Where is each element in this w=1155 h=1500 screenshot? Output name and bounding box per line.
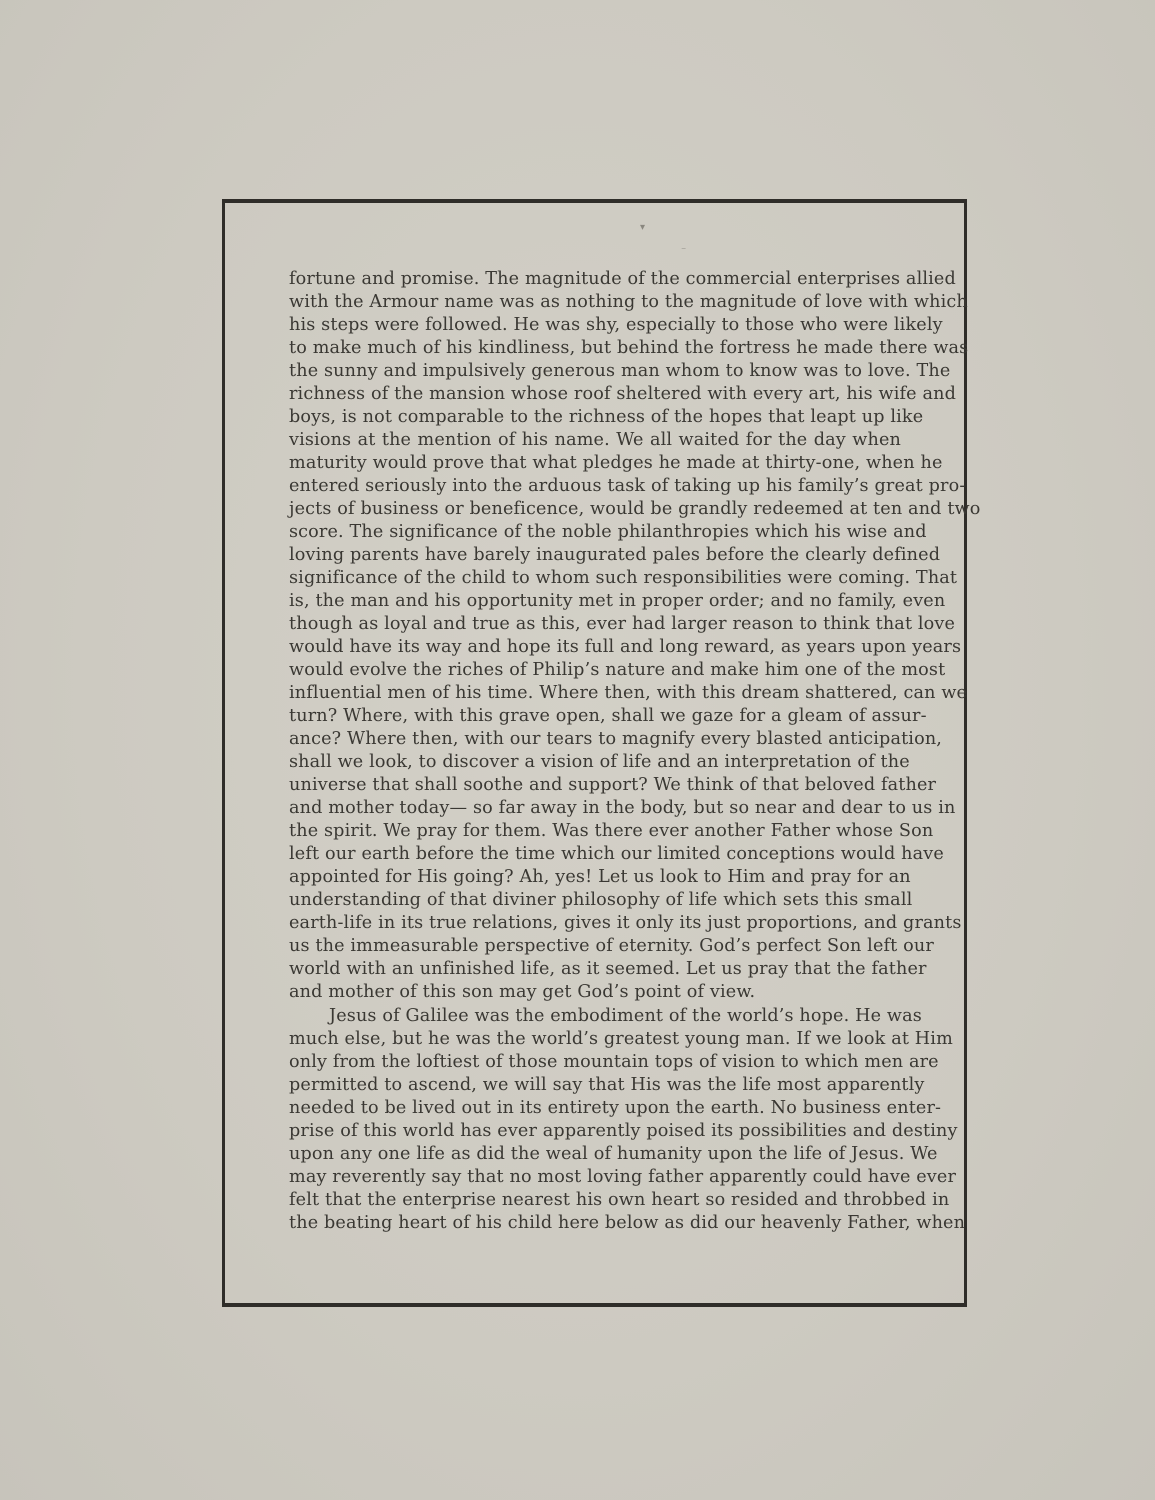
text-line: earth-life in its true relations, gives it only its just proportions, and grants	[289, 913, 962, 934]
text-line: may reverently say that no most loving father apparently could have ever	[289, 1166, 957, 1187]
text-line: only from the loftiest of those mountain tops of vision to which men are	[289, 1051, 939, 1072]
text-line: jects of business or beneficence, would be grandly redeemed at ten and two	[289, 499, 981, 520]
text-line: universe that shall soothe and support? We think of that beloved father	[289, 775, 937, 796]
text-line: richness of the mansion whose roof sheltered with every art, his wife and	[289, 384, 957, 405]
text-line: the beating heart of his child here below as did our heavenly Father, when	[289, 1212, 966, 1233]
text-line: significance of the child to whom such responsibilities were coming. That	[289, 568, 958, 589]
text-line: the sunny and impulsively generous man whom to know was to love. The	[289, 361, 951, 382]
text-line: appointed for His going? Ah, yes! Let us look to Him and pray for an	[289, 867, 911, 888]
text-line: would evolve the riches of Philip’s nature and make him one of the most	[289, 660, 946, 681]
text-line: understanding of that diviner philosophy of life which sets this small	[289, 890, 913, 911]
text-line: with the Armour name was as nothing to the magnitude of love with which	[289, 292, 968, 313]
text-line: his steps were followed. He was shy, especially to those who were likely	[289, 315, 943, 336]
text-line: though as loyal and true as this, ever had larger reason to think that love	[289, 614, 956, 635]
text-line: fortune and promise. The magnitude of the commercial enterprises allied	[289, 269, 956, 289]
text-line: world with an unfinished life, as it seemed. Let us pray that the father	[289, 959, 927, 980]
text-line: and mother of this son may get God’s point of view.	[289, 982, 756, 1003]
text-line: and mother today— so far away in the body, but so near and dear to us in	[289, 798, 956, 819]
text-line: shall we look, to discover a vision of life and an interpretation of the	[289, 752, 910, 773]
text-line: felt that the enterprise nearest his own heart so resided and throbbed in	[289, 1189, 950, 1210]
print-speck: ⁻	[681, 246, 687, 257]
text-line: boys, is not comparable to the richness of the hopes that leapt up like	[289, 407, 924, 428]
text-line: loving parents have barely inaugurated pales before the clearly defined	[289, 545, 941, 566]
text-line: to make much of his kindliness, but behind the fortress he made there was	[289, 338, 969, 359]
text-line: ance? Where then, with our tears to magnify every blasted anticipation,	[289, 729, 943, 750]
body-text	[289, 268, 981, 1235]
text-line: permitted to ascend, we will say that His was the life most apparently	[289, 1074, 925, 1095]
text-line: entered seriously into the arduous task of taking up his family’s great pro-	[289, 476, 966, 497]
text-line: left our earth before the time which our limited conceptions would have	[289, 844, 944, 865]
text-line: Jesus of Galilee was the embodiment of the world’s hope. He was	[329, 1005, 922, 1026]
text-line: influential men of his time. Where then, with this dream shattered, can we	[289, 683, 968, 704]
text-line: score. The significance of the noble philanthropies which his wise and	[289, 522, 927, 543]
text-line: needed to be lived out in its entirety upon the earth. No business enter-	[289, 1097, 942, 1118]
text-line: prise of this world has ever apparently poised its possibilities and destiny	[289, 1120, 958, 1141]
text-line: us the immeasurable perspective of eternity. God’s perfect Son left our	[289, 936, 934, 957]
text-line: visions at the mention of his name. We all waited for the day when	[289, 430, 901, 451]
text-line: maturity would prove that what pledges he made at thirty-one, when he	[289, 453, 943, 474]
text-line: much else, but he was the world’s greatest young man. If we look at Him	[289, 1028, 953, 1049]
text-line: would have its way and hope its full and long reward, as years upon years	[289, 637, 962, 658]
print-speck: ▾	[640, 222, 646, 233]
text-line: is, the man and his opportunity met in proper order; and no family, even	[289, 591, 946, 612]
text-line: the spirit. We pray for them. Was there ever another Father whose Son	[289, 821, 934, 842]
text-line: turn? Where, with this grave open, shall we gaze for a gleam of assur-	[289, 706, 927, 727]
text-line: upon any one life as did the weal of humanity upon the life of Jesus. We	[289, 1143, 938, 1164]
